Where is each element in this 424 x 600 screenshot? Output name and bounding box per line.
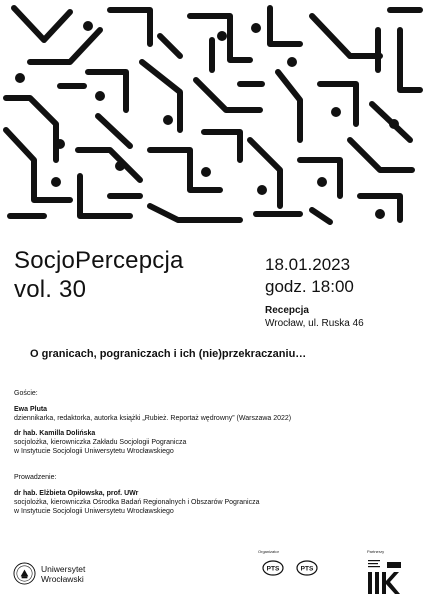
event-time: godz. 18:00 <box>265 277 354 296</box>
organizers-block <box>258 549 324 576</box>
host-description: w Instytucie Socjologii Uniwersytetu Wrocławskiego <box>14 508 174 515</box>
organizers-label: Organizator <box>258 549 279 554</box>
host-name: dr hab. Elżbieta Opiłowska, prof. UWr <box>14 490 139 497</box>
title-line-1: SocjoPercepcja <box>14 247 184 274</box>
guest-name: Ewa Pluta <box>14 406 48 413</box>
pts-branch-logo-mark <box>296 560 318 576</box>
host-entry <box>14 489 414 516</box>
hosts-header: Prowadzenie: <box>14 474 57 481</box>
hosts-section <box>14 473 414 522</box>
guest-description: socjolożka, kierowniczka Zakładu Socjologii Pogranicza <box>14 439 187 446</box>
event-address: Wrocław, ul. Ruska 46 <box>265 318 364 329</box>
guest-description: dziennikarka, redaktorka, autorka książki „Rubież. Reportaż wędrowny” (Warszawa 2022) <box>14 415 292 422</box>
event-date: 18.01.2023 <box>265 255 351 274</box>
university-name <box>41 564 85 584</box>
pts-branch-logo <box>294 560 320 576</box>
iik-logo <box>367 558 407 596</box>
event-venue: Recepcja <box>265 305 309 316</box>
host-description: socjolożka, kierowniczka Ośrodka Badań Regionalnych i Obszarów Pogranicza <box>14 499 260 506</box>
guest-entry <box>14 405 414 423</box>
university-name-line-2: Wrocławski <box>41 573 84 584</box>
event-info <box>265 254 364 330</box>
partners-label: Partnerzy <box>367 549 385 554</box>
guests-header: Goście: <box>14 390 38 397</box>
partners-block <box>367 549 415 596</box>
guest-name: dr hab. Kamilla Dolińska <box>14 430 96 437</box>
organizer-logos <box>260 560 324 576</box>
pts-logo-mark <box>262 560 284 576</box>
university-name-line-1: Uniwersytet <box>41 563 86 574</box>
guests-section <box>14 389 414 462</box>
university-seal-icon <box>13 562 36 585</box>
university-logo <box>13 562 85 585</box>
maze-pattern-graphic <box>0 0 424 228</box>
guest-entry <box>14 429 414 456</box>
event-title <box>14 246 184 304</box>
event-subtitle: O granicach, pograniczach i ich (nie)przekraczaniu… <box>30 348 307 360</box>
guest-description: w Instytucie Socjologii Uniwersytetu Wrocławskiego <box>14 448 174 455</box>
pts-logo <box>260 560 286 576</box>
title-line-2: vol. 30 <box>14 276 87 303</box>
pts-branch-logo-text: PTS <box>300 565 314 573</box>
pts-logo-text: PTS <box>266 565 280 573</box>
